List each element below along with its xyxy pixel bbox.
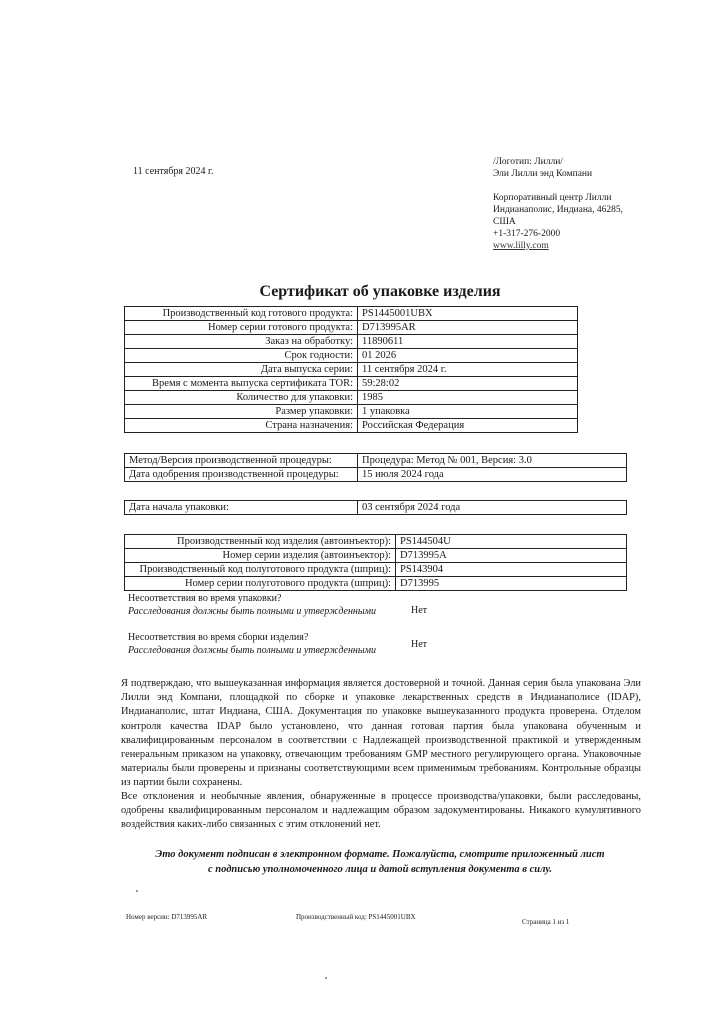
field-value: 1985 bbox=[358, 391, 578, 405]
document-date: 11 сентября 2024 г. bbox=[133, 166, 214, 177]
phone-number: +1-317-276-2000 bbox=[493, 229, 561, 239]
table-row bbox=[125, 391, 578, 405]
table-row bbox=[125, 468, 627, 482]
nc-answer: Нет bbox=[411, 639, 428, 650]
scan-speck bbox=[325, 977, 327, 979]
footer-batch: Номер версии: D713995AR bbox=[126, 913, 208, 921]
field-label: Срок годности: bbox=[125, 349, 358, 363]
table-row bbox=[125, 307, 578, 321]
field-label: Номер серии готового продукта: bbox=[125, 321, 358, 335]
company-name: Эли Лилли энд Компани bbox=[493, 169, 593, 179]
table-row bbox=[125, 349, 578, 363]
table-row bbox=[125, 363, 578, 377]
field-value: D713995AR bbox=[358, 321, 578, 335]
procedure-table bbox=[124, 453, 627, 482]
field-label: Количество для упаковки: bbox=[125, 391, 358, 405]
scan-speck bbox=[136, 890, 138, 892]
table-row bbox=[125, 549, 627, 563]
field-label: Дата выпуска серии: bbox=[125, 363, 358, 377]
field-label: Дата начала упаковки: bbox=[125, 501, 358, 515]
field-value: PS144504U bbox=[396, 535, 627, 549]
field-label: Номер серии изделия (автоинъектор): bbox=[125, 549, 396, 563]
nc-answer: Нет bbox=[411, 605, 428, 616]
nonconformance-packaging bbox=[128, 592, 376, 618]
table-row bbox=[125, 321, 578, 335]
esign-line: Это документ подписан в электронном формате. Пожалуйста, смотрите приложенный лист bbox=[155, 849, 605, 860]
field-label: Производственный код готового продукта: bbox=[125, 307, 358, 321]
product-info-table bbox=[124, 306, 578, 433]
address-line: США bbox=[493, 217, 516, 227]
field-label: Номер серии полуготового продукта (шприц): bbox=[125, 577, 396, 591]
logo-placeholder: /Логотип: Лилли/ bbox=[493, 157, 563, 167]
attestation-paragraph: Я подтверждаю, что вышеуказанная информация является достоверной и точной. Данная серия была упакована Эли Лилли энд Компани, площадкой по сборке и упаковке лекарственных средств в Индианаполисе (IDAP), Индианаполис, штат Индиана, США. Документация по упаковке вышеуказанного продукта проверена. Отделом контроля качества IDAP было установлено, что данная готовая партия была упакована обученным и квалифицированным персоналом в соответствии с Надлежащей производственной практикой и утвержденным генеральным приказом на упаковку, отвечающим требованиям GMP местного регулирующего органа. Упаковочные материалы были проверены и признаны соответствующими всем применимым требованиям. Контрольные образцы из партии были сохранены. bbox=[121, 678, 641, 789]
field-label: Заказ на обработку: bbox=[125, 335, 358, 349]
component-table bbox=[124, 534, 627, 591]
field-value: PS143904 bbox=[396, 563, 627, 577]
field-value: Российская Федерация bbox=[358, 419, 578, 433]
esign-note bbox=[120, 847, 640, 877]
packaging-start-table bbox=[124, 500, 627, 515]
field-value: D713995A bbox=[396, 549, 627, 563]
field-value: 15 июля 2024 года bbox=[358, 468, 627, 482]
footer-product-code: Производственный код: PS1445001UBX bbox=[296, 913, 416, 921]
website-link[interactable]: www.lilly.com bbox=[493, 241, 549, 251]
table-row bbox=[125, 405, 578, 419]
letterhead bbox=[493, 156, 623, 252]
field-value: PS1445001UBX bbox=[358, 307, 578, 321]
field-value: 03 сентября 2024 года bbox=[358, 501, 627, 515]
field-label: Метод/Версия производственной процедуры: bbox=[125, 454, 358, 468]
field-value: 11890611 bbox=[358, 335, 578, 349]
nonconformance-assembly bbox=[128, 631, 376, 657]
table-row bbox=[125, 335, 578, 349]
table-row bbox=[125, 535, 627, 549]
table-row bbox=[125, 419, 578, 433]
field-value: D713995 bbox=[396, 577, 627, 591]
nc-note: Расследования должны быть полными и утвержденными bbox=[128, 606, 377, 617]
field-value: Процедура: Метод № 001, Версия: 3.0 bbox=[358, 454, 627, 468]
address-line: Корпоративный центр Лилли bbox=[493, 193, 612, 203]
table-row bbox=[125, 454, 627, 468]
field-label: Производственный код полуготового продукта (шприц): bbox=[125, 563, 396, 577]
deviations-paragraph: Все отклонения и необычные явления, обнаруженные в процессе производства/упаковки, были расследованы, одобрены квалифицированным персоналом и надлежащим образом задокументированы. Никакого кумулятивного воздействия каких-либо связанных с этим отклонений нет. bbox=[121, 791, 641, 831]
nc-question: Несоответствия во время сборки изделия? bbox=[128, 632, 309, 643]
field-value: 59:28:02 bbox=[358, 377, 578, 391]
table-row bbox=[125, 577, 627, 591]
field-value: 11 сентября 2024 г. bbox=[358, 363, 578, 377]
field-label: Размер упаковки: bbox=[125, 405, 358, 419]
table-row bbox=[125, 377, 578, 391]
field-label: Страна назначения: bbox=[125, 419, 358, 433]
field-label: Время с момента выпуска сертификата TOR: bbox=[125, 377, 358, 391]
nc-note: Расследования должны быть полными и утвержденными bbox=[128, 645, 377, 656]
footer-page-number: Страница 1 из 1 bbox=[522, 918, 570, 926]
field-label: Дата одобрения производственной процедуры: bbox=[125, 468, 358, 482]
address-line: Индианаполис, Индиана, 46285, bbox=[493, 205, 624, 215]
nc-question: Несоответствия во время упаковки? bbox=[128, 593, 282, 604]
esign-line: с подписью уполномоченного лица и датой вступления документа в силу. bbox=[207, 864, 552, 875]
table-row bbox=[125, 501, 627, 515]
field-value: 01 2026 bbox=[358, 349, 578, 363]
table-row bbox=[125, 563, 627, 577]
document-title: Сертификат об упаковке изделия bbox=[259, 283, 501, 300]
field-value: 1 упаковка bbox=[358, 405, 578, 419]
field-label: Производственный код изделия (автоинъектор): bbox=[125, 535, 396, 549]
